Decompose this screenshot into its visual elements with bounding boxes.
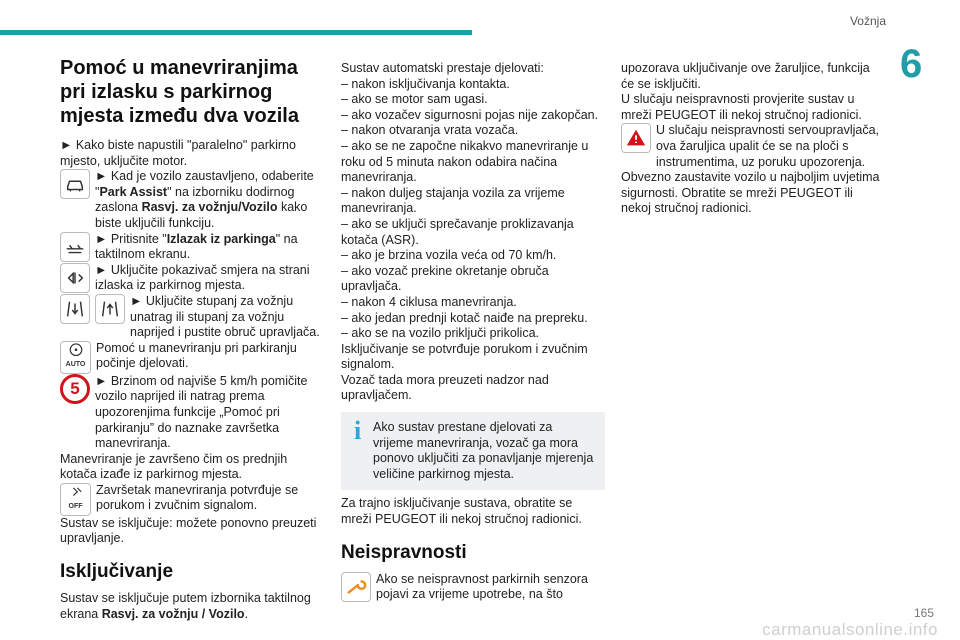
paragraph: Za trajno isključivanje sustava, obratite se mreži PEUGEOT ili nekoj stručnoj radionici. bbox=[341, 496, 582, 527]
watermark: carmanualsonline.info bbox=[762, 620, 938, 639]
column-3 bbox=[621, 61, 885, 217]
list-item: – ako se motor sam ugasi. bbox=[341, 92, 488, 107]
turn-signal-icon bbox=[60, 263, 90, 293]
list-item: – nakon 4 ciklusa manevriranja. bbox=[341, 294, 517, 309]
paragraph: Manevriranje je završeno čim os prednjih kotača izađe iz parkirnog mjesta. bbox=[60, 451, 288, 482]
list-item: – ako se na vozilo priključi prikolica. bbox=[341, 326, 540, 341]
column-1 bbox=[60, 56, 322, 622]
page-number: 165 bbox=[913, 606, 934, 620]
speed-limit-icon: 5 bbox=[60, 374, 90, 404]
subsection-heading: Neispravnosti bbox=[341, 541, 467, 563]
column-2 bbox=[341, 61, 605, 603]
paragraph: U slučaju neispravnosti provjerite sustav u mreži PEUGEOT ili nekoj stručnoj radionici. bbox=[621, 92, 862, 122]
list-item: – ako vozač prekine okretanje obruča upravljača. bbox=[341, 263, 549, 294]
item-speed bbox=[60, 374, 322, 452]
item-park-assist bbox=[60, 169, 322, 231]
note-text: Ako sustav prestane djelovati za vrijeme manevriranja, vozač ga mora ponovo uključiti za ponavljanje mjerenja veličine parkirnog mjesta. bbox=[373, 420, 594, 481]
chapter-number: 6 bbox=[900, 42, 923, 86]
paragraph: Isključivanje se potvrđuje porukom i zvučnim signalom. bbox=[341, 341, 588, 372]
list-item: – ako vozačev sigurnosni pojas nije zakopčan. bbox=[341, 107, 599, 122]
wrench-icon bbox=[341, 572, 371, 602]
exit-parking-icon bbox=[60, 232, 90, 262]
paragraph: Obvezno zaustavite vozilo u najboljim uvjetima sigurnosti. Obratite se mreži PEUGEOT ili nekoj stručnoj radionici. bbox=[621, 170, 880, 216]
paragraph: Pomoć u manevriranju pri parkiranju počinje djelovati. bbox=[96, 340, 297, 371]
paragraph: Sustav automatski prestaje djelovati: bbox=[341, 61, 544, 75]
item-indicator bbox=[60, 263, 322, 294]
item-off bbox=[60, 483, 322, 516]
list-item: – ako se ne započne nikakvo manevriranje u roku od 5 minuta nakon odabira načina manevriranja. bbox=[341, 138, 589, 185]
forward-gear-icon bbox=[95, 294, 125, 324]
list-item: – ako je brzina vozila veća od 70 km/h. bbox=[341, 248, 557, 263]
list-item: – ako se uključi sprečavanje proklizavanja kotača (ASR). bbox=[341, 216, 574, 247]
paragraph: Ako se neispravnost parkirnih senzora pojavi za vrijeme upotrebe, na što bbox=[376, 571, 588, 602]
list-item: – nakon isključivanja kontakta. bbox=[341, 76, 510, 91]
reverse-gear-icon bbox=[60, 294, 90, 324]
list-item: – nakon otvaranja vrata vozača. bbox=[341, 123, 519, 138]
paragraph: ► Uključite pokazivač smjera na strani izlaska iz parkirnog mjesta. bbox=[95, 262, 310, 293]
section-heading: Pomoć u manevriranjima pri izlasku s parkirnog mjesta između dva vozila bbox=[60, 57, 299, 127]
info-note bbox=[341, 412, 605, 490]
item-fault bbox=[341, 572, 605, 603]
steering-off-icon: OFF bbox=[60, 483, 91, 516]
paragraph: ► Uključite stupanj za vožnju unatrag ili stupanj za vožnju naprijed i pustite obruč upravljača. bbox=[130, 293, 320, 340]
info-icon: i bbox=[354, 416, 362, 446]
paragraph: Završetak manevriranja potvrđuje se porukom i zvučnim signalom. bbox=[96, 482, 299, 513]
paragraph: ► Kako biste napustili "paralelno" parkirno mjesto, uključite motor. bbox=[60, 138, 296, 168]
car-icon bbox=[60, 169, 90, 199]
paragraph: Sustav se isključuje: možete ponovno preuzeti upravljanje. bbox=[60, 515, 317, 546]
paragraph: ► Kad je vozilo zaustavljeno, odaberite "Park Assist" na izborniku dodirnog zaslona Rasvj. za vožnju/Vozilo kako biste uključili funkciju. bbox=[95, 169, 314, 230]
list-item: – nakon duljeg stajanja vozila za vrijeme manevriranja. bbox=[341, 185, 565, 216]
item-gear bbox=[60, 294, 322, 341]
list-item: – ako jedan prednji kotač naiđe na prepreku. bbox=[341, 310, 588, 325]
item-power-steering bbox=[621, 123, 885, 170]
item-exit-parking bbox=[60, 232, 322, 263]
header-accent-bar bbox=[0, 30, 472, 35]
section-title: Vožnja bbox=[849, 14, 886, 28]
paragraph: ► Pritisnite "Izlazak iz parkinga" na taktilnom ekranu. bbox=[95, 231, 298, 262]
item-auto bbox=[60, 341, 322, 374]
paragraph: U slučaju neispravnosti servoupravljača, ova žaruljica upalit će se na ploči s instrumentima, uz poruku upozorenja. bbox=[656, 123, 880, 169]
warning-triangle-icon bbox=[621, 123, 651, 153]
paragraph: upozorava uključivanje ove žaruljice, funkcija će se isključiti. bbox=[621, 61, 870, 91]
subsection-heading: Isključivanje bbox=[60, 561, 174, 583]
paragraph: Sustav se isključuje putem izbornika taktilnog ekrana Rasvj. za vožnju / Vozilo. bbox=[60, 591, 311, 621]
paragraph: ► Brzinom od najviše 5 km/h pomičite vozilo naprijed ili natrag prema upozorenjima funkcije „Pomoć pri parkiranju” do naznake završetka manevriranja. bbox=[95, 373, 308, 451]
steering-auto-icon: AUTO bbox=[60, 341, 91, 374]
paragraph: Vozač tada mora preuzeti nadzor nad upravljačem. bbox=[341, 372, 549, 403]
